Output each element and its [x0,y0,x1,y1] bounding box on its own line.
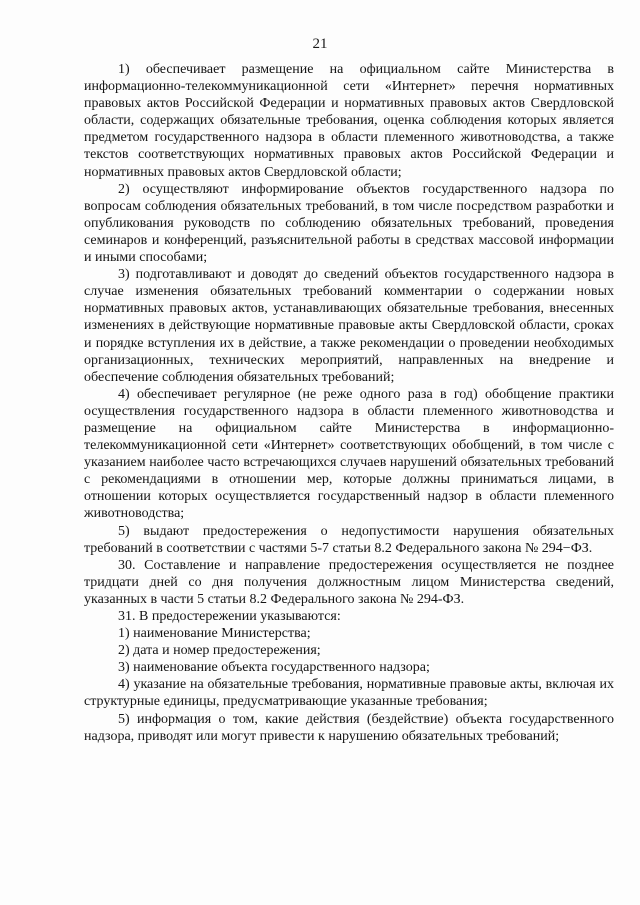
paragraph-31-item-4: 4) указание на обязательные требования, нормативные правовые акты, включая их структурные единицы, предусматривающие указанные требования; [84,677,614,710]
page-number: 21 [312,36,328,52]
document-body [84,61,614,745]
paragraph-31-item-5: 5) информация о том, какие действия (бездействие) объекта государственного надзора, приводят или могут привести к нарушению обязательных требований; [84,711,614,744]
paragraph-31-item-2: 2) дата и номер предостережения; [118,643,321,659]
paragraph-clause-31: 31. В предостережении указываются: [118,609,341,624]
paragraph-item-4: 4) обеспечивает регулярное (не реже одного раза в год) обобщение практики осуществления государственного надзора в области племенного животноводства и размещение на официальном сайте Министерства в информационно-телекоммуникационной сети «Интернет» соответствующих обобщений, в том числе с указанием наиболее часто встречающихся случаев нарушений обязательных требований с рекомендациями в отношении мер, которые должны приниматься лицами, в отношении которых осуществляется государственный надзор в области племенного животноводства; [84,386,614,522]
paragraph-item-3: 3) подготавливают и доводят до сведений объектов государственного надзора в случае изменения обязательных требований комментарии о содержании новых нормативных правовых актов, устанавливающих обязательные требования, внесенных изменениях в действующие нормативные правовые акты Свердловской области, сроках и порядке вступления их в действие, а также рекомендации о проведении необходимых организационных, технических мероприятий, направленных на внедрение и обеспечение соблюдения обязательных требований; [84,267,614,385]
paragraph-31-item-1: 1) наименование Министерства; [118,626,311,642]
paragraph-item-5: 5) выдают предостережения о недопустимости нарушения обязательных требований в соответствии с частями 5-7 статьи 8.2 Федерального закона № 294−ФЗ. [84,523,614,556]
paragraph-31-item-3: 3) наименование объекта государственного надзора; [118,660,430,676]
paragraph-item-2: 2) осуществляют информирование объектов государственного надзора по вопросам соблюдения обязательных требований, в том числе посредством разработки и опубликования руководств по соблюдению обязательных требований, проведения семинаров и конференций, разъяснительной работы в средствах массовой информации и иными способами; [84,181,614,266]
paragraph-clause-30: 30. Составление и направление предостережения осуществляется не позднее тридцати дней со дня получения должностным лицом Министерства сведений, указанных в части 5 статьи 8.2 Федерального закона № 294-ФЗ. [84,557,614,607]
paragraph-item-1: 1) обеспечивает размещение на официальном сайте Министерства в информационно-телекоммуникационной сети «Интернет» перечня нормативных правовых актов Российской Федерации и нормативных правовых актов Свердловской области, содержащих обязательные требования, оценка соблюдения которых является предметом государственного надзора в области племенного животноводства, а также текстов соответствующих нормативных правовых актов Российской Федерации и нормативных правовых актов Свердловской области; [84,62,614,180]
